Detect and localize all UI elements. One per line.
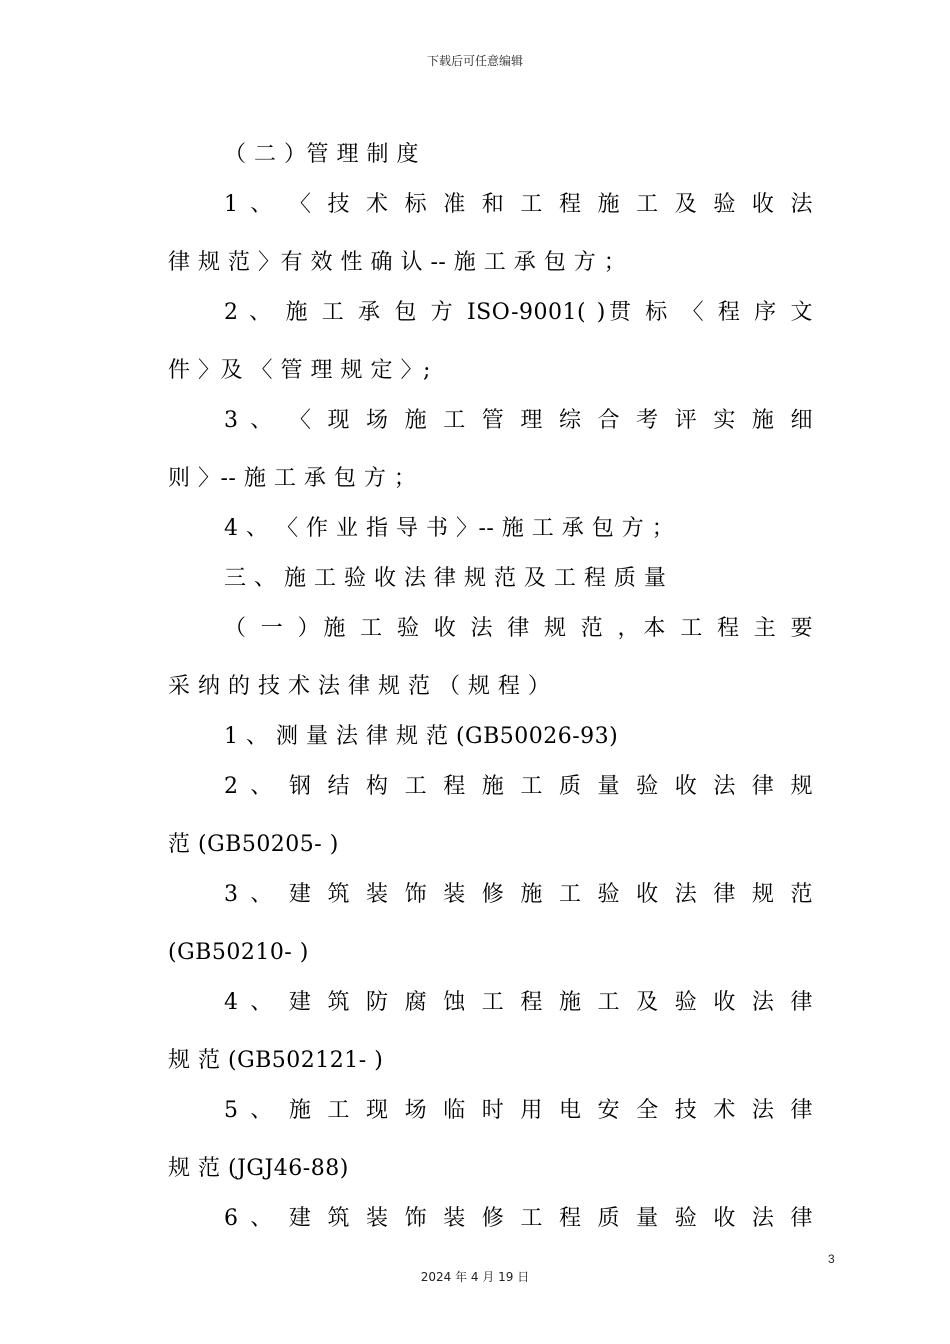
- list-item: 3 、 建 筑 装 饰 装 修 施 工 验 收 法 律 规 范: [224, 882, 813, 907]
- list-item-continuation: (GB50210- ): [168, 940, 309, 965]
- page-footer-date: 2024 年 4 月 19 日: [420, 1270, 530, 1284]
- page-number: 3: [828, 1252, 835, 1266]
- list-item-continuation: 规 范 (JGJ46-88): [168, 1156, 349, 1181]
- list-item: 4 、 建 筑 防 腐 蚀 工 程 施 工 及 验 收 法 律: [224, 990, 813, 1015]
- list-item: 1 、 测 量 法 律 规 范 (GB50026-93): [224, 724, 619, 749]
- section-heading-acceptance: 三 、 施 工 验 收 法 律 规 范 及 工 程 质 量: [224, 566, 667, 591]
- paragraph-line: 4 、 〈 作 业 指 导 书 〉-- 施 工 承 包 方 ；: [224, 516, 675, 541]
- paragraph-line: 1 、 〈 技 术 标 准 和 工 程 施 工 及 验 收 法: [224, 192, 813, 217]
- list-item: 2 、 钢 结 构 工 程 施 工 质 量 验 收 法 律 规: [224, 774, 813, 799]
- paragraph-line: 2 、 施 工 承 包 方 ISO-9001( )贯 标 〈 程 序 文: [224, 300, 813, 325]
- page-header: 下载后可任意编辑: [426, 54, 523, 68]
- paragraph-line: 则 〉-- 施 工 承 包 方 ；: [168, 466, 417, 491]
- paragraph-line: （ 一 ）施 工 验 收 法 律 规 范 ，本 工 程 主 要: [224, 616, 813, 641]
- list-item-continuation: 范 (GB50205- ): [168, 832, 339, 857]
- paragraph-line: 件 〉及 〈 管 理 规 定 〉;: [168, 358, 431, 383]
- paragraph-line: 采 纳 的 技 术 法 律 规 范 （ 规 程 ）: [168, 674, 551, 699]
- list-item-continuation: 规 范 (GB502121- ): [168, 1048, 384, 1073]
- list-item: 6 、 建 筑 装 饰 装 修 工 程 质 量 验 收 法 律: [224, 1206, 813, 1231]
- list-item: 5 、 施 工 现 场 临 时 用 电 安 全 技 术 法 律: [224, 1098, 813, 1123]
- paragraph-line: 律 规 范 〉有 效 性 确 认 -- 施 工 承 包 方 ；: [168, 250, 627, 275]
- paragraph-line: 3 、 〈 现 场 施 工 管 理 综 合 考 评 实 施 细: [224, 408, 813, 433]
- section-heading-management: （ 二 ）管 理 制 度: [224, 142, 419, 167]
